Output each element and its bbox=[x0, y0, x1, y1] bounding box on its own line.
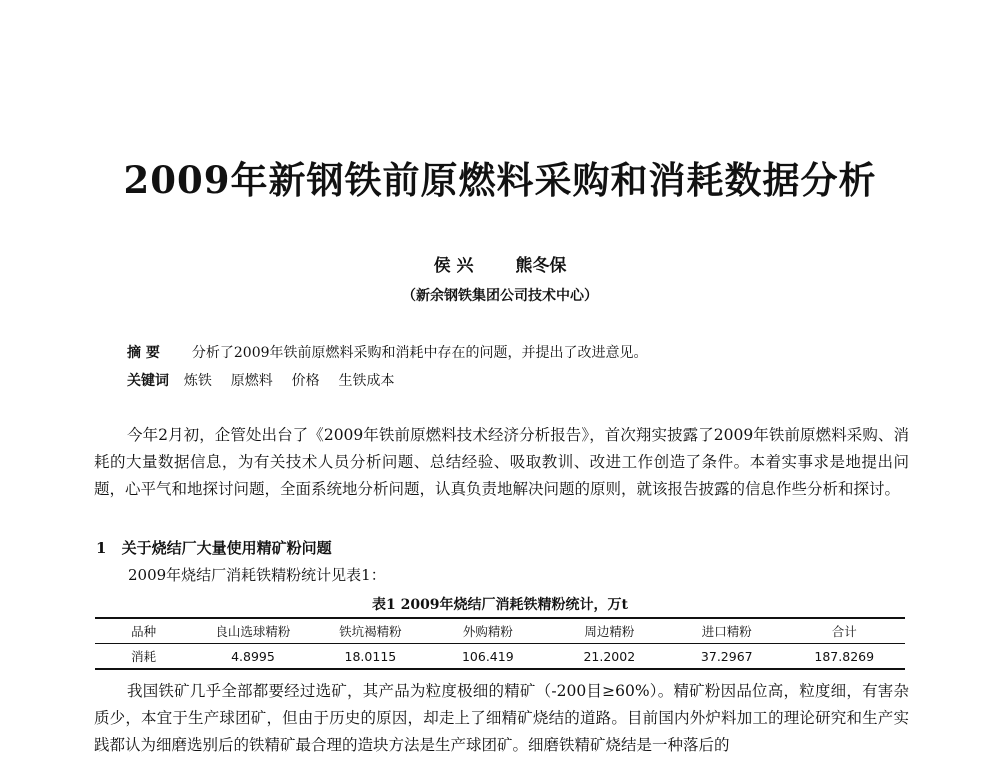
table-cell: 187.8269 bbox=[814, 648, 875, 664]
keywords bbox=[127, 370, 409, 390]
section-number: 1 bbox=[96, 539, 107, 557]
section-heading bbox=[96, 537, 332, 558]
author-list bbox=[0, 251, 1000, 276]
abstract-label: 摘 要 bbox=[127, 345, 160, 361]
intro-paragraph: 今年2月初，企管处出台了《2009年铁前原燃料技术经济分析报告》，首次翔实披露了2009年铁前原燃料采购、消耗的大量数据信息，为有关技术人员分析问题、总结经验、吸取教训、改进工作创造了条件。本着实事求是地提出问题，心平气和地探讨问题，全面系统地分析问题，认真负责地解决问题的原则，就该报告披露的信息作些分析和探讨。 bbox=[94, 426, 909, 498]
consumption-table bbox=[95, 617, 905, 670]
column-header: 铁坑褐精粉 bbox=[339, 624, 402, 639]
column-header: 外购精粉 bbox=[462, 624, 513, 639]
keyword: 原燃料 bbox=[230, 373, 273, 389]
table-header-row bbox=[95, 618, 905, 644]
column-header: 进口精粉 bbox=[701, 624, 752, 639]
column-header: 合计 bbox=[831, 624, 857, 639]
table-cell: 消耗 bbox=[131, 649, 157, 664]
keyword: 价格 bbox=[291, 373, 320, 389]
table-caption: 表1 2009年烧结厂消耗铁精粉统计，万t bbox=[371, 597, 629, 613]
keyword: 炼铁 bbox=[183, 373, 212, 389]
table-cell: 37.2967 bbox=[700, 648, 753, 664]
column-header: 良山选球精粉 bbox=[215, 624, 291, 639]
table-intro-text: 2009年烧结厂消耗铁精粉统计见表1： bbox=[128, 566, 386, 584]
column-header: 周边精粉 bbox=[584, 624, 635, 639]
abstract bbox=[127, 342, 648, 362]
table-row bbox=[95, 644, 905, 670]
section-title: 关于烧结厂大量使用精矿粉问题 bbox=[121, 539, 332, 557]
author-affiliation: （新余钢铁集团公司技术中心） bbox=[402, 288, 598, 304]
keywords-label: 关键词 bbox=[127, 373, 169, 389]
paper-title: 2009年新钢铁前原燃料采购和消耗数据分析 bbox=[123, 158, 877, 202]
table-cell: 106.419 bbox=[461, 648, 514, 664]
table-cell: 21.2002 bbox=[583, 648, 636, 664]
table-cell: 4.8995 bbox=[231, 648, 275, 664]
abstract-text: 分析了2009年铁前原燃料采购和消耗中存在的问题，并提出了改进意见。 bbox=[191, 345, 648, 361]
author-name: 侯 兴 bbox=[433, 256, 474, 276]
keyword: 生铁成本 bbox=[338, 373, 395, 389]
table-cell: 18.0115 bbox=[344, 648, 397, 664]
body-paragraph: 我国铁矿几乎全部都要经过选矿，其产品为粒度极细的精矿（-200目≥60%）。精矿粉因品位高，粒度细，有害杂质少，本宜于生产球团矿，但由于历史的原因，却走上了细精矿烧结的道路。目前国内外炉料加工的理论研究和生产实践都认为细磨选别后的铁精矿最合理的造块方法是生产球团矿。细磨铁精矿烧结是一种落后的 bbox=[94, 682, 909, 754]
column-header: 品种 bbox=[131, 624, 157, 639]
author-name: 熊冬保 bbox=[515, 256, 567, 276]
